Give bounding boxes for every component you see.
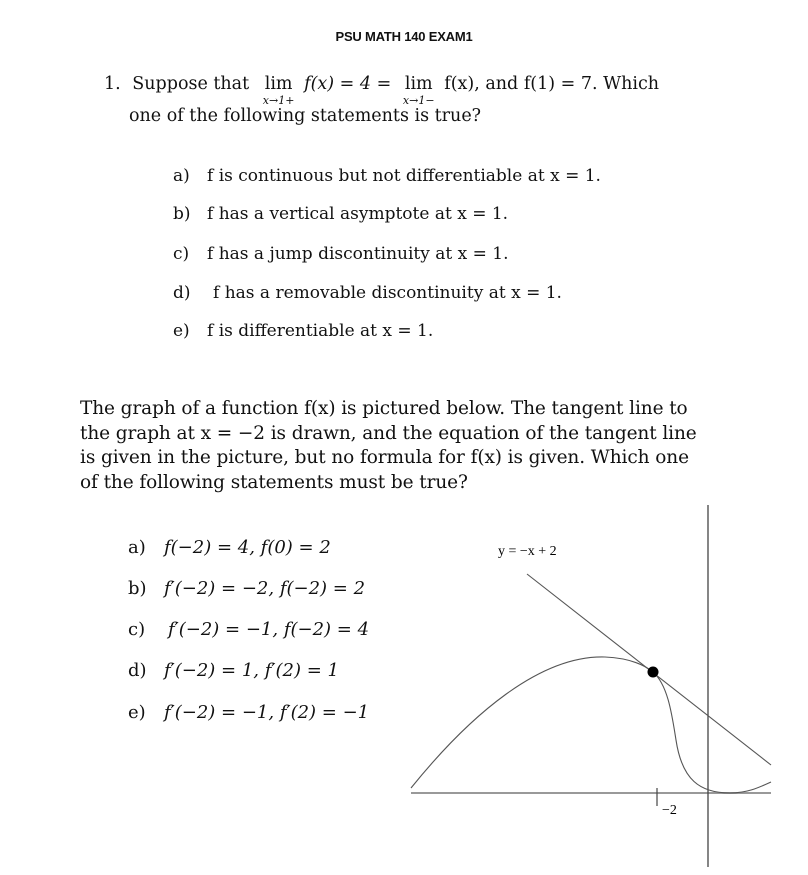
q1-option-d[interactable] — [173, 283, 562, 303]
question-2-line-1: The graph of a function f(x) is pictured below. The tangent line to — [80, 398, 688, 419]
question-1-line-2: one of the following statements is true? — [129, 106, 482, 126]
tangent-line — [527, 574, 771, 765]
lim-word: lim — [404, 74, 433, 94]
option-text: f is continuous but not differentiable at x = 1. — [207, 166, 601, 186]
q2-option-c[interactable] — [128, 619, 369, 640]
option-label: a) — [128, 537, 146, 558]
limit-right-expression: f(x) = 4 = — [304, 74, 392, 94]
q1-option-a[interactable] — [173, 166, 601, 186]
option-label: b) — [173, 204, 191, 224]
option-text: f′(−2) = 1, f′(2) = 1 — [164, 660, 339, 681]
exam-header: PSU MATH 140 EXAM1 — [335, 29, 473, 44]
option-label: a) — [173, 166, 190, 186]
option-label: b) — [128, 578, 147, 599]
option-label: d) — [173, 283, 191, 303]
q1-option-b[interactable] — [173, 204, 508, 224]
question-2-line-3: is given in the picture, but no formula for f(x) is given. Which one — [80, 447, 689, 468]
option-label: e) — [173, 321, 190, 341]
q2-option-a[interactable] — [128, 537, 331, 558]
q2-option-d[interactable] — [128, 660, 339, 681]
lim-right-subscript: x→1+ — [262, 94, 295, 107]
option-text: f is differentiable at x = 1. — [207, 321, 434, 341]
option-text: f′(−2) = −2, f(−2) = 2 — [164, 578, 366, 599]
limit-left — [402, 74, 435, 107]
option-label: e) — [128, 702, 146, 723]
option-text: f′(−2) = −1, f′(2) = −1 — [164, 702, 370, 723]
x-tick-label: −2 — [662, 803, 677, 818]
q2-option-b[interactable] — [128, 578, 365, 599]
q2-option-e[interactable] — [128, 702, 369, 723]
limit-left-expression: f(x), and f(1) = 7. Which — [444, 74, 660, 94]
option-label: c) — [173, 244, 190, 264]
question-lead: Suppose that — [132, 74, 250, 94]
q1-option-c[interactable] — [173, 244, 509, 264]
question-1-line-1 — [104, 74, 660, 107]
option-label: c) — [128, 619, 146, 640]
lim-word: lim — [264, 74, 293, 94]
question-number: 1. — [104, 74, 121, 94]
option-text: f has a removable discontinuity at x = 1. — [213, 283, 562, 303]
question-2-line-4: of the following statements must be true? — [80, 472, 468, 493]
function-curve — [411, 657, 771, 793]
option-text: f has a vertical asymptote at x = 1. — [207, 204, 509, 224]
option-label: d) — [128, 660, 147, 681]
lim-left-subscript: x→1− — [402, 94, 435, 107]
option-text: f has a jump discontinuity at x = 1. — [207, 244, 509, 264]
limit-right — [262, 74, 295, 107]
tangent-equation-label: y = −x + 2 — [498, 544, 557, 559]
option-text: f(−2) = 4, f(0) = 2 — [164, 537, 331, 558]
tangent-point — [648, 667, 659, 678]
option-text: f′(−2) = −1, f(−2) = 4 — [168, 619, 370, 640]
q1-option-e[interactable] — [173, 321, 433, 341]
question-2-line-2: the graph at x = −2 is drawn, and the equation of the tangent line — [80, 423, 697, 444]
